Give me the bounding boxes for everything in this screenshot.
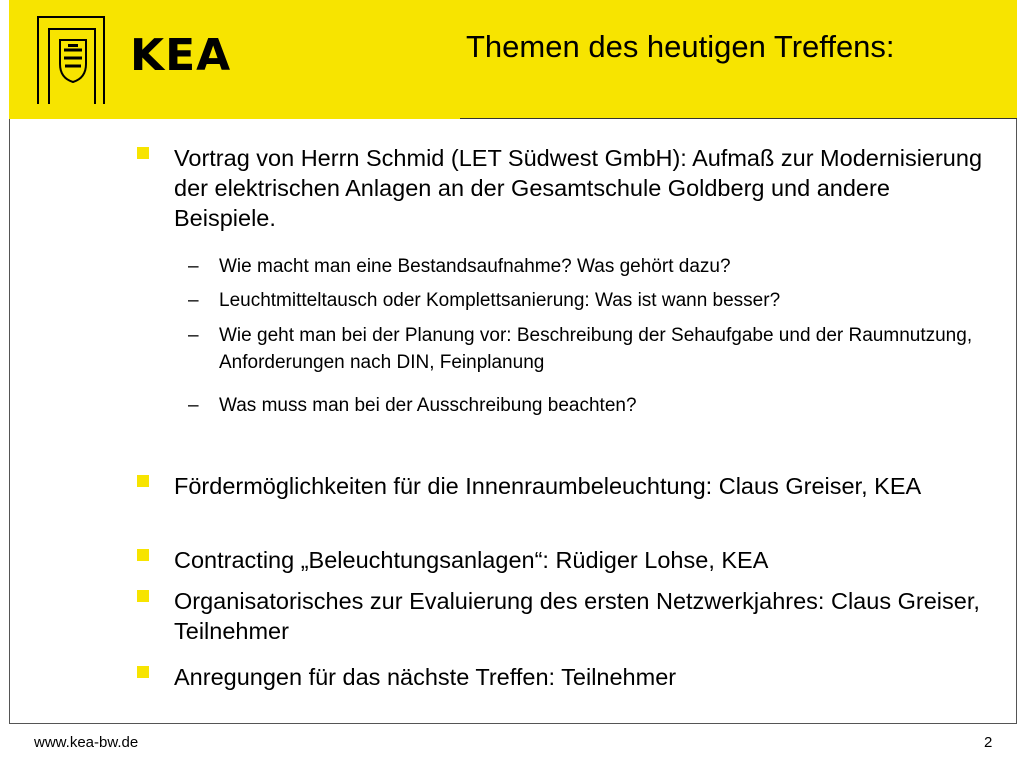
topic-item: Fördermöglichkeiten für die Innenraumbeleuchtung: Claus Greiser, KEA: [174, 473, 922, 499]
bullet-icon: [137, 549, 149, 561]
bullet-icon: [137, 666, 149, 678]
subtopic-item: Was muss man bei der Ausschreibung beachten?: [219, 395, 637, 416]
subtopic-item: Wie macht man eine Bestandsaufnahme? Was gehört dazu?: [219, 256, 731, 277]
subtopic-item: Leuchtmitteltausch oder Komplettsanierung: Was ist wann besser?: [219, 290, 781, 311]
dash-icon: –: [188, 395, 199, 416]
topic-item: Organisatorisches zur Evaluierung des ersten Netzwerkjahres: Claus Greiser, Teilnehmer: [174, 588, 980, 644]
topic-item: Vortrag von Herrn Schmid (LET Südwest GmbH): Aufmaß zur Modernisierung der elektrischen Anlagen an der Gesamtschule Goldberg und andere Beispiele.: [174, 145, 983, 231]
logo-text: KEA: [130, 30, 232, 81]
topic-item: Contracting „Beleuchtungsanlagen“: Rüdiger Lohse, KEA: [174, 547, 769, 573]
dash-icon: –: [188, 256, 199, 277]
subtopic-item: Wie geht man bei der Planung vor: Beschreibung der Sehaufgabe und der Raumnutzung, Anforderungen nach DIN, Feinplanung: [219, 325, 973, 373]
dash-icon: –: [188, 290, 199, 311]
coat-of-arms-icon: [58, 38, 88, 84]
divider: [460, 118, 1017, 119]
slide-title: Themen des heutigen Treffens:: [466, 29, 895, 64]
dash-icon: –: [188, 325, 199, 346]
bullet-icon: [137, 590, 149, 602]
footer-url: www.kea-bw.de: [34, 734, 139, 751]
bullet-icon: [137, 147, 149, 159]
page-number: 2: [984, 734, 993, 751]
topic-item: Anregungen für das nächste Treffen: Teilnehmer: [174, 664, 677, 690]
bullet-icon: [137, 475, 149, 487]
